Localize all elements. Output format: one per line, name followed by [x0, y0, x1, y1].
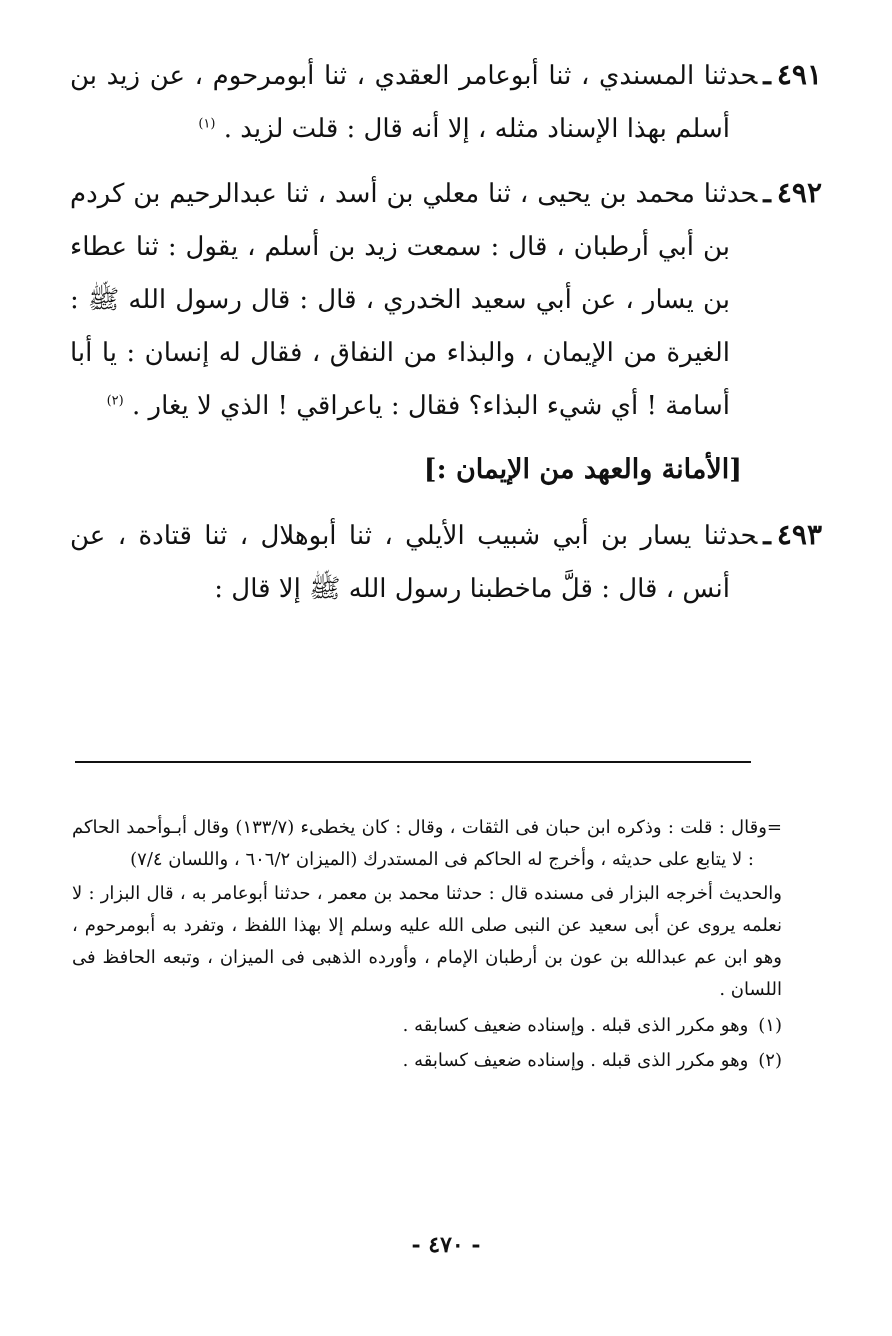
hadith-dash: ـ — [763, 521, 771, 551]
footnotes-section — [72, 812, 782, 1080]
footnote-2 — [72, 1045, 782, 1077]
hadith-text: حدثنا المسندي ، ثنا أبوعامر العقدي ، ثنا أبومرحوم ، عن زيد بن أسلم بهذا الإسناد مثله ، إلا أنه قال : قلت لزيد . — [70, 61, 758, 144]
footnote-1 — [72, 1010, 782, 1042]
hadith-text: حدثنا محمد بن يحيى ، ثنا معلي بن أسد ، ثنا عبدالرحيم بن كردم بن أبي أرطبان ، قال : سمعت زيد بن أسلم ، يقول : ثنا عطاء بن يسار ، عن أبي سعيد الخدري ، قال : قال رسول الله ﷺ : الغيرة من الإيمان ، والبذاء من النفاق ، فقال له إنسان : يا أبا أسامة ! أي شيء البذاء؟ فقال : ياعراقي ! الذي لا يغار . — [70, 179, 758, 421]
footnote-reference[interactable]: (١) — [198, 116, 216, 132]
hadith-number: ٤٩٣ — [776, 518, 822, 551]
hadith-492 — [70, 166, 822, 433]
footnote-text: وهو مكرر الذى قبله . وإسناده ضعيف كسابقه . — [402, 1015, 749, 1036]
hadith-491 — [70, 48, 822, 156]
footnote-marker: (١) — [758, 1015, 782, 1036]
hadith-493 — [70, 508, 822, 616]
page-number: - ٤٧٠ - — [411, 1232, 481, 1258]
footnote-separator — [75, 761, 751, 763]
footnote-continuation: =وقال : قلت : وذكره ابن حبان فى الثقات ، وقال : كان يخطىء (١٣٣/٧) وقال أبـوأحمد الحاكم : لا يتابع على حديثه ، وأخرج له الحاكم فى المستدرك (الميزان ٦٠٦/٢ ، واللسان ٧/٤) — [72, 817, 782, 870]
main-text — [70, 48, 822, 626]
footnote-paragraph: والحديث أخرجه البزار فى مسنده قال : حدثنا محمد بن معمر ، حدثنا أبوعامر به ، قال البزار : لا نعلمه يروى عن أبى سعيد عن النبى صلى الله عليه وسلم إلا بهذا اللفظ ، وتفرد به أبومرحوم ، وهو ابن عم عبدالله بن عون بن أرطبان الإمام ، وأورده الذهبى فى الميزان ، وتبعه الحافظ فى اللسان . — [72, 883, 782, 1000]
footnote-marker: (٢) — [758, 1050, 782, 1071]
hadith-text: حدثنا يسار بن أبي شبيب الأيلي ، ثنا أبوهلال ، ثنا قتادة ، عن أنس ، قال : قلَّ ماخطبنا رسول الله ﷺ إلا قال : — [70, 521, 758, 604]
footnote-reference[interactable]: (٢) — [106, 393, 124, 409]
hadith-dash: ـ — [763, 61, 771, 91]
footnote-text: وهو مكرر الذى قبله . وإسناده ضعيف كسابقه . — [402, 1050, 749, 1071]
hadith-number: ٤٩٢ — [776, 176, 822, 209]
hadith-dash: ـ — [763, 179, 771, 209]
section-heading: [الأمانة والعهد من الإيمان :] — [423, 454, 742, 485]
hadith-number: ٤٩١ — [776, 58, 822, 91]
